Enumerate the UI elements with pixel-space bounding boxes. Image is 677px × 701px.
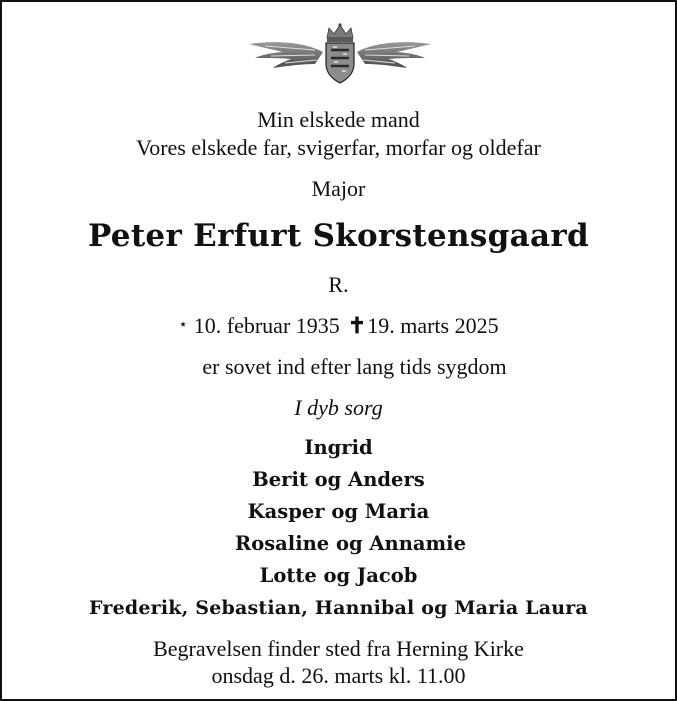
birth-star-icon: ⋆ bbox=[178, 317, 188, 333]
mourner-line: Lotte og Jacob bbox=[259, 564, 418, 587]
mourner-line: Frederik, Sebastian, Hannibal og Maria Laura bbox=[89, 597, 588, 619]
cause-of-death: er sovet ind efter lang tids sygdom bbox=[202, 354, 507, 379]
birth-date: 10. februar 1935 bbox=[193, 313, 340, 338]
funeral-time: onsdag d. 26. marts kl. 11.00 bbox=[211, 663, 466, 688]
honour-abbreviation: R. bbox=[328, 272, 349, 297]
air-force-wings-crest-icon bbox=[245, 22, 435, 84]
intro-line-wife: Min elskede mand bbox=[257, 107, 420, 132]
death-date: 19. marts 2025 bbox=[367, 313, 499, 338]
sorrow-heading: I dyb sorg bbox=[294, 395, 383, 420]
rank-title: Major bbox=[311, 176, 366, 201]
mourner-line: Berit og Anders bbox=[252, 468, 425, 491]
funeral-location: Begravelsen finder sted fra Herning Kirke bbox=[153, 636, 524, 661]
intro-line-family: Vores elskede far, svigerfar, morfar og oldefar bbox=[136, 135, 541, 160]
death-cross-icon: ✝ bbox=[347, 313, 367, 338]
mourner-line: Ingrid bbox=[304, 436, 373, 459]
life-dates bbox=[2, 313, 675, 342]
deceased-name: Peter Erfurt Skorstensgaard bbox=[88, 218, 589, 254]
mourner-line: Rosaline og Annamie bbox=[234, 532, 466, 555]
mourner-line: Kasper og Maria bbox=[247, 500, 430, 523]
